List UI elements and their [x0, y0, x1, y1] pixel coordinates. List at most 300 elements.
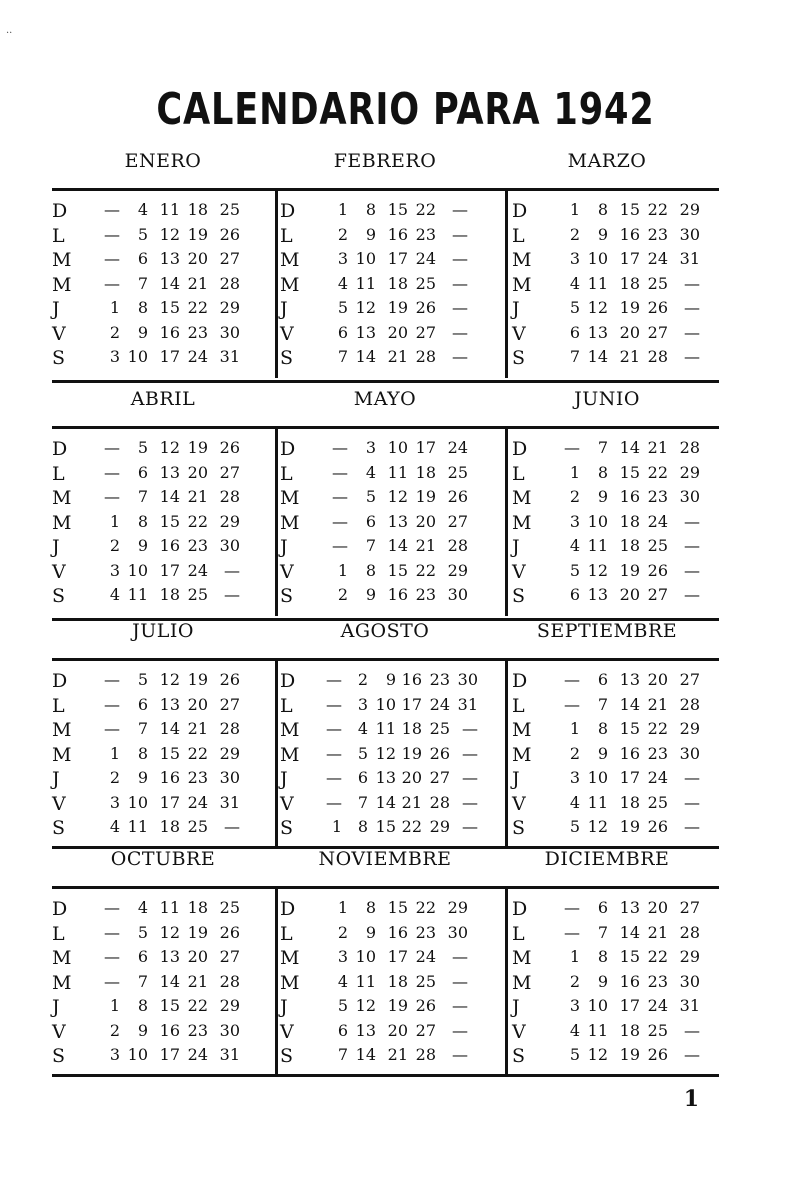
date-cell: 29: [219, 996, 240, 1015]
date-cell: 3: [109, 1045, 120, 1064]
month-name: DICIEMBRE: [544, 848, 670, 870]
weekday-letter: L: [52, 694, 65, 717]
weekday-letter: M: [512, 249, 532, 271]
date-cell: 3: [569, 511, 580, 531]
month-header-row: [52, 848, 719, 880]
date-cell: 20: [187, 249, 208, 268]
weekday-letter: M: [512, 487, 532, 509]
date-cell: 15: [619, 947, 640, 966]
weekday-row: [280, 719, 502, 743]
date-cell: 28: [679, 922, 700, 942]
date-cell: 15: [619, 719, 640, 738]
date-cell: 29: [679, 947, 700, 966]
weekday-letter: J: [52, 536, 60, 558]
date-cell: 1: [569, 719, 580, 738]
date-cell: —: [684, 298, 700, 317]
weekday-letter: D: [52, 200, 68, 222]
month-grid: [52, 898, 274, 1092]
date-cell: 7: [137, 487, 148, 506]
date-cell: 14: [587, 347, 608, 366]
date-cell: 28: [679, 438, 700, 457]
date-cell: 13: [387, 511, 408, 531]
corner-mark: ··: [6, 28, 13, 39]
date-cell: 1: [109, 996, 120, 1015]
date-cell: 16: [159, 1020, 180, 1040]
weekday-row: [512, 463, 734, 487]
date-cell: 26: [647, 560, 668, 580]
weekday-letter: S: [512, 347, 526, 369]
date-cell: 3: [357, 694, 368, 714]
date-cell: 12: [387, 487, 408, 506]
date-cell: 23: [415, 922, 436, 942]
date-cell: 7: [137, 719, 148, 738]
month-grid: [512, 898, 734, 1092]
date-cell: 22: [647, 947, 668, 966]
date-cell: 25: [219, 898, 240, 917]
date-cell: 12: [159, 922, 180, 942]
date-cell: 30: [447, 585, 468, 604]
date-cell: 9: [597, 971, 608, 991]
date-cell: 24: [187, 347, 208, 366]
weekday-row: [512, 225, 734, 249]
weekday-letter: V: [512, 560, 526, 583]
date-cell: 27: [679, 670, 700, 689]
date-cell: 10: [127, 1045, 148, 1064]
date-cell: 6: [337, 322, 348, 342]
date-cell: 18: [619, 536, 640, 555]
date-cell: 19: [619, 817, 640, 836]
date-cell: 23: [647, 487, 668, 506]
date-cell: 30: [219, 1020, 240, 1040]
weekday-row: [52, 793, 274, 817]
date-cell: 8: [357, 817, 368, 836]
date-cell: 6: [137, 947, 148, 966]
date-cell: 4: [365, 462, 376, 482]
column-separator: [505, 658, 508, 848]
date-cell: 31: [219, 347, 240, 366]
weekday-letter: L: [280, 462, 293, 485]
date-cell: 29: [447, 898, 468, 917]
date-cell: 5: [569, 560, 580, 580]
date-cell: 5: [337, 996, 348, 1015]
date-cell: 28: [429, 792, 450, 812]
date-cell: —: [684, 536, 700, 555]
date-cell: —: [462, 792, 478, 812]
weekday-letter: V: [512, 1020, 526, 1043]
date-cell: 15: [159, 996, 180, 1015]
date-cell: 4: [137, 898, 148, 917]
date-cell: 10: [587, 996, 608, 1015]
date-cell: 24: [187, 792, 208, 812]
date-cell: 16: [619, 487, 640, 506]
date-cell: 5: [137, 438, 148, 457]
date-cell: 19: [619, 298, 640, 317]
weekday-letter: S: [280, 585, 294, 607]
date-cell: 31: [679, 996, 700, 1015]
date-cell: —: [452, 347, 468, 366]
date-cell: 17: [159, 560, 180, 580]
date-cell: 24: [647, 768, 668, 787]
date-cell: —: [462, 719, 478, 738]
month-grid: [512, 670, 734, 864]
date-cell: 8: [365, 898, 376, 917]
weekday-letter: L: [280, 922, 293, 945]
date-cell: 8: [597, 947, 608, 966]
weekday-row: [512, 923, 734, 947]
weekday-letter: J: [512, 996, 520, 1018]
weekday-letter: M: [280, 249, 300, 271]
date-cell: 6: [365, 511, 376, 531]
date-cell: 30: [457, 670, 478, 689]
weekday-letter: L: [52, 224, 65, 247]
date-cell: 14: [355, 1045, 376, 1064]
date-cell: —: [452, 298, 468, 317]
date-cell: 21: [187, 971, 208, 991]
date-cell: 15: [387, 200, 408, 219]
date-cell: 11: [587, 792, 608, 812]
date-cell: 4: [357, 719, 368, 738]
month-grid: [52, 200, 274, 394]
weekday-row: [280, 200, 502, 224]
weekday-row: [52, 561, 274, 585]
date-cell: 8: [137, 511, 148, 531]
date-cell: 22: [415, 200, 436, 219]
date-cell: 29: [447, 560, 468, 580]
weekday-letter: S: [512, 585, 526, 607]
date-cell: 4: [569, 536, 580, 555]
date-cell: 27: [647, 585, 668, 604]
date-cell: —: [104, 224, 120, 244]
date-cell: —: [452, 273, 468, 293]
date-cell: 21: [647, 438, 668, 457]
date-cell: 4: [337, 273, 348, 293]
date-cell: 22: [187, 511, 208, 531]
date-cell: 14: [619, 694, 640, 714]
horizontal-rule: [52, 886, 719, 889]
date-cell: 3: [569, 249, 580, 268]
weekday-row: [52, 1021, 274, 1045]
date-cell: 4: [569, 273, 580, 293]
date-cell: 13: [619, 670, 640, 689]
date-cell: 9: [365, 585, 376, 604]
weekday-row: [52, 347, 274, 371]
date-cell: 20: [647, 670, 668, 689]
date-cell: 28: [679, 694, 700, 714]
weekday-letter: J: [280, 996, 288, 1018]
month-header-row: [52, 150, 719, 182]
weekday-letter: J: [512, 536, 520, 558]
date-cell: 24: [447, 438, 468, 457]
date-cell: 18: [401, 719, 422, 738]
date-cell: 13: [587, 585, 608, 604]
date-cell: 16: [159, 322, 180, 342]
date-cell: 1: [569, 947, 580, 966]
date-cell: 5: [365, 487, 376, 506]
date-cell: 5: [137, 224, 148, 244]
date-cell: 15: [387, 898, 408, 917]
date-cell: 12: [587, 560, 608, 580]
weekday-row: [280, 438, 502, 462]
date-cell: 17: [159, 347, 180, 366]
weekday-row: [280, 487, 502, 511]
date-cell: 12: [159, 670, 180, 689]
date-cell: 7: [337, 347, 348, 366]
weekday-row: [512, 274, 734, 298]
weekday-letter: M: [512, 511, 532, 534]
date-cell: 18: [619, 792, 640, 812]
weekday-letter: M: [52, 487, 72, 509]
date-cell: 6: [357, 768, 368, 787]
date-cell: 9: [137, 322, 148, 342]
date-cell: —: [104, 694, 120, 714]
date-cell: 29: [219, 298, 240, 317]
weekday-row: [52, 225, 274, 249]
date-cell: 11: [159, 200, 180, 219]
date-cell: 26: [219, 224, 240, 244]
date-cell: 1: [337, 560, 348, 580]
quarter-block: [52, 150, 719, 369]
date-cell: 8: [137, 996, 148, 1015]
date-cell: —: [326, 670, 342, 689]
weekday-row: [512, 972, 734, 996]
weekday-letter: M: [52, 947, 72, 969]
column-separator: [505, 188, 508, 378]
weekday-letter: M: [280, 487, 300, 509]
date-cell: 24: [415, 947, 436, 966]
weekday-letter: V: [52, 792, 66, 815]
date-cell: 19: [619, 560, 640, 580]
weekday-row: [512, 1021, 734, 1045]
date-cell: 8: [597, 719, 608, 738]
date-cell: 12: [355, 996, 376, 1015]
date-cell: 21: [187, 719, 208, 738]
weekday-letter: M: [512, 971, 532, 994]
date-cell: 17: [415, 438, 436, 457]
date-cell: 27: [429, 768, 450, 787]
weekday-row: [512, 670, 734, 694]
weekday-row: [280, 249, 502, 273]
date-cell: 16: [619, 971, 640, 991]
date-cell: 18: [619, 273, 640, 293]
date-cell: —: [224, 560, 240, 580]
date-cell: —: [462, 817, 478, 836]
date-cell: 17: [387, 249, 408, 268]
date-cell: —: [104, 898, 120, 917]
date-cell: 23: [415, 224, 436, 244]
date-cell: 18: [619, 511, 640, 531]
weekday-row: [280, 225, 502, 249]
weekday-letter: V: [52, 1020, 66, 1043]
date-cell: 16: [387, 224, 408, 244]
date-cell: 9: [597, 743, 608, 763]
date-cell: 24: [187, 560, 208, 580]
column-separator: [505, 886, 508, 1076]
weekday-letter: M: [52, 719, 72, 741]
date-cell: 23: [187, 536, 208, 555]
date-cell: 9: [597, 224, 608, 244]
date-cell: 31: [457, 694, 478, 714]
date-cell: 18: [387, 971, 408, 991]
date-cell: 18: [387, 273, 408, 293]
weekday-row: [512, 817, 734, 841]
date-cell: 16: [619, 224, 640, 244]
date-cell: 25: [647, 273, 668, 293]
date-cell: 27: [447, 511, 468, 531]
date-cell: 13: [159, 694, 180, 714]
date-cell: 2: [569, 971, 580, 991]
date-cell: 9: [365, 224, 376, 244]
date-cell: 14: [159, 971, 180, 991]
date-cell: —: [452, 249, 468, 268]
weekday-letter: L: [52, 462, 65, 485]
date-cell: 25: [429, 719, 450, 738]
date-cell: 24: [647, 249, 668, 268]
month-name: OCTUBRE: [110, 848, 216, 870]
date-cell: 9: [365, 922, 376, 942]
weekday-letter: J: [52, 996, 60, 1018]
date-cell: 19: [401, 743, 422, 763]
date-cell: 7: [337, 1045, 348, 1064]
month-name: SEPTIEMBRE: [536, 620, 678, 642]
weekday-row: [52, 463, 274, 487]
weekday-row: [52, 274, 274, 298]
date-cell: —: [104, 971, 120, 991]
weekday-letter: M: [280, 511, 300, 534]
date-cell: 26: [219, 922, 240, 942]
weekday-row: [512, 793, 734, 817]
date-cell: 13: [159, 462, 180, 482]
weekday-row: [52, 947, 274, 971]
month-name: JULIO: [132, 620, 194, 642]
weekday-letter: M: [52, 249, 72, 271]
date-cell: 9: [137, 536, 148, 555]
weekday-row: [52, 898, 274, 922]
date-cell: —: [564, 922, 580, 942]
date-cell: 24: [647, 996, 668, 1015]
month-grid: [512, 438, 734, 632]
date-cell: 9: [137, 1020, 148, 1040]
date-cell: 22: [647, 462, 668, 482]
date-cell: 11: [355, 971, 376, 991]
date-cell: 19: [187, 670, 208, 689]
weekday-row: [280, 695, 502, 719]
date-cell: 27: [219, 947, 240, 966]
date-cell: 27: [415, 1020, 436, 1040]
date-cell: 28: [415, 347, 436, 366]
date-cell: 20: [187, 462, 208, 482]
date-cell: 7: [357, 792, 368, 812]
date-cell: 19: [415, 487, 436, 506]
weekday-row: [52, 487, 274, 511]
date-cell: —: [326, 768, 342, 787]
weekday-row: [52, 817, 274, 841]
date-cell: —: [452, 1020, 468, 1040]
date-cell: —: [326, 719, 342, 738]
date-cell: 26: [447, 487, 468, 506]
weekday-letter: M: [52, 273, 72, 296]
weekday-row: [280, 1021, 502, 1045]
month-grid: [512, 200, 734, 394]
date-cell: 11: [375, 719, 396, 738]
horizontal-rule: [52, 658, 719, 661]
weekday-letter: J: [280, 768, 288, 790]
date-cell: 2: [569, 743, 580, 763]
date-cell: —: [332, 511, 348, 531]
date-cell: 4: [337, 971, 348, 991]
date-cell: 3: [569, 768, 580, 787]
weekday-row: [280, 463, 502, 487]
date-cell: 28: [219, 971, 240, 991]
date-cell: —: [564, 670, 580, 689]
date-cell: 5: [137, 922, 148, 942]
date-cell: 18: [159, 585, 180, 604]
date-cell: 26: [415, 298, 436, 317]
weekday-row: [512, 438, 734, 462]
date-cell: 20: [401, 768, 422, 787]
date-cell: 5: [569, 1045, 580, 1064]
date-cell: 29: [219, 743, 240, 763]
weekday-row: [280, 512, 502, 536]
date-cell: —: [684, 560, 700, 580]
date-cell: 25: [187, 817, 208, 836]
weekday-letter: J: [280, 298, 288, 320]
weekday-row: [280, 670, 502, 694]
date-cell: 22: [187, 298, 208, 317]
date-cell: 26: [219, 438, 240, 457]
weekday-row: [280, 323, 502, 347]
weekday-row: [52, 695, 274, 719]
weekday-letter: J: [52, 768, 60, 790]
date-cell: 29: [219, 511, 240, 531]
month-name: MARZO: [567, 150, 647, 172]
date-cell: 23: [187, 1020, 208, 1040]
date-cell: 7: [597, 438, 608, 457]
date-cell: 17: [159, 1045, 180, 1064]
date-cell: 22: [415, 560, 436, 580]
weekday-row: [52, 298, 274, 322]
weekday-row: [280, 923, 502, 947]
date-cell: 12: [587, 817, 608, 836]
date-cell: 16: [401, 670, 422, 689]
weekday-letter: V: [280, 1020, 294, 1043]
date-cell: 14: [159, 487, 180, 506]
date-cell: —: [564, 438, 580, 457]
date-cell: 20: [415, 511, 436, 531]
weekday-row: [52, 536, 274, 560]
weekday-letter: M: [512, 947, 532, 969]
date-cell: 17: [619, 768, 640, 787]
date-cell: 26: [647, 817, 668, 836]
date-cell: —: [684, 817, 700, 836]
date-cell: 11: [355, 273, 376, 293]
date-cell: 2: [337, 585, 348, 604]
weekday-letter: M: [280, 719, 300, 741]
date-cell: 11: [159, 898, 180, 917]
weekday-row: [280, 972, 502, 996]
weekday-letter: S: [52, 817, 66, 839]
date-cell: —: [104, 947, 120, 966]
date-cell: 23: [415, 585, 436, 604]
date-cell: 2: [109, 1020, 120, 1040]
weekday-letter: M: [512, 273, 532, 296]
date-cell: 13: [355, 322, 376, 342]
date-cell: 17: [619, 996, 640, 1015]
weekday-row: [512, 695, 734, 719]
date-cell: —: [332, 462, 348, 482]
weekday-letter: M: [52, 971, 72, 994]
date-cell: 18: [187, 898, 208, 917]
weekday-row: [52, 768, 274, 792]
